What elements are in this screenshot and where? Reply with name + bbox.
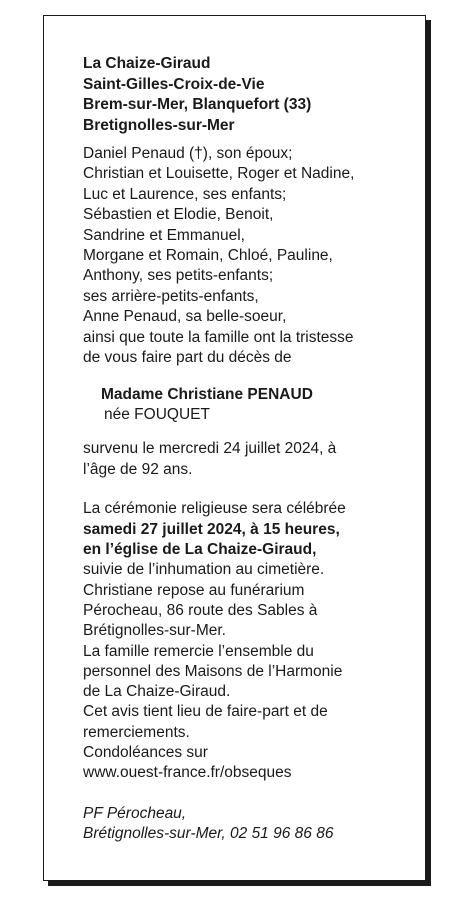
places-list [83,54,415,136]
family-line: ses arrière-petits-enfants, [83,287,259,305]
family-line: Luc et Laurence, ses enfants; [83,185,287,203]
obituary-notice [43,15,426,881]
ceremony-line: suivie de l’inhumation au cimetière. [83,561,325,579]
death-line: survenu le mercredi 24 juillet 2024, à [83,440,337,458]
family-line: Anne Penaud, sa belle-soeur, [83,308,287,326]
ceremony-line: La famille remercie l’ensemble du [83,642,314,660]
notice-content [83,54,415,845]
funeral-home-contact: Brétignolles-sur-Mer, 02 51 96 86 86 [83,825,334,843]
funeral-home [83,804,415,845]
family-line: Daniel Penaud (†), son époux; [83,145,293,162]
ceremony-line: remerciements. [83,723,190,741]
family-line: Christian et Louisette, Roger et Nadine, [83,165,355,183]
ceremony-line: Christiane repose au funérarium [83,581,305,599]
place-line: Bretignolles-sur-Mer [83,116,235,134]
ceremony-line: de La Chaize-Giraud. [83,683,231,701]
family-line: Sandrine et Emmanuel, [83,226,245,244]
ceremony-line: La cérémonie religieuse sera célébrée [83,500,346,518]
condolences-url: www.ouest-france.fr/obseques [83,764,292,782]
ceremony-line: personnel des Maisons de l’Harmonie [83,662,343,680]
family-line: Anthony, ses petits-enfants; [83,267,274,285]
place-line: La Chaize-Giraud [83,55,211,72]
place-line: Saint-Gilles-Croix-de-Vie [83,75,265,93]
family-line: de vous faire part du décès de [83,349,292,367]
death-details [83,439,415,480]
ceremony-line: Brétignolles-sur-Mer. [83,622,226,640]
ceremony-line: Pérocheau, 86 route des Sables à [83,601,318,619]
family-line: Morgane et Romain, Chloé, Pauline, [83,247,333,265]
family-line: Sébastien et Elodie, Benoit, [83,206,274,224]
deceased-block [83,384,415,425]
ceremony-date-line: samedi 27 juillet 2024, à 15 heures, [83,520,340,538]
ceremony-line: Cet avis tient lieu de faire-part et de [83,703,328,721]
family-line: ainsi que toute la famille ont la tristesse [83,328,354,346]
deceased-maiden-name: née FOUQUET [104,406,210,424]
family-announcement [83,144,415,368]
death-line: l’âge de 92 ans. [83,460,193,478]
place-line: Brem-sur-Mer, Blanquefort (33) [83,96,312,113]
ceremony-line: Condoléances sur [83,744,208,762]
ceremony-details [83,499,415,783]
funeral-home-name: PF Pérocheau, [83,804,187,822]
deceased-name: Madame Christiane PENAUD [101,386,313,404]
ceremony-place-line: en l’église de La Chaize-Giraud, [83,541,317,559]
